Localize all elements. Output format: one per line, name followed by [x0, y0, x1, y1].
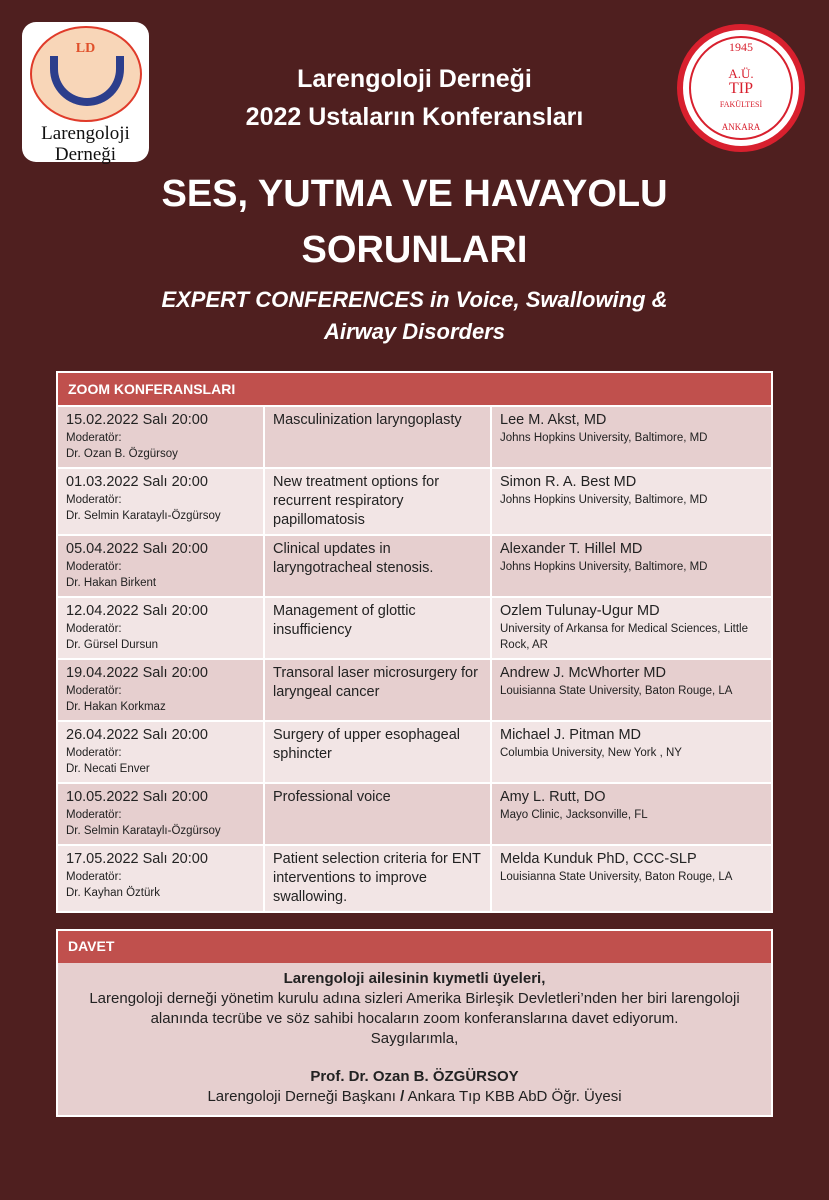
invitation-closing: Saygılarımla,	[370, 1030, 459, 1047]
moderator: Dr. Selmin Karataylı-Özgürsoy	[66, 510, 221, 522]
speaker-cell	[491, 783, 772, 845]
speaker: Michael J. Pitman MD	[500, 727, 642, 743]
table-row	[57, 597, 772, 659]
date: 15.02.2022 Salı 20:00	[66, 412, 208, 428]
date: 26.04.2022 Salı 20:00	[66, 727, 208, 743]
topic: Management of glottic insufficiency	[273, 603, 416, 638]
seal-line3: FAKÜLTESİ	[719, 100, 763, 109]
moderator-label: Moderatör:	[66, 432, 122, 444]
logo-mark: LD	[75, 41, 96, 56]
seal-year: 1945	[729, 40, 753, 54]
subtitle	[0, 284, 829, 348]
seal-line1: A.Ü.	[728, 66, 754, 81]
affiliation: University of Arkansa for Medical Sciences, Little Rock, AR	[500, 623, 748, 651]
header-line1: Larengoloji Derneği	[297, 65, 532, 93]
affiliation: Johns Hopkins University, Baltimore, MD	[500, 494, 708, 506]
main-title	[0, 166, 829, 278]
topic-cell	[264, 406, 491, 468]
seal-line4: ANKARA	[721, 122, 761, 132]
table-row	[57, 845, 772, 912]
date-cell	[57, 535, 264, 597]
signer-role-left: Larengoloji Derneği Başkanı	[207, 1088, 396, 1105]
topic: New treatment options for recurrent respiratory papillomatosis	[273, 474, 440, 528]
speaker-cell	[491, 597, 772, 659]
speaker: Melda Kunduk PhD, CCC-SLP	[500, 851, 697, 867]
speaker: Andrew J. McWhorter MD	[500, 665, 666, 681]
main-title-line1: SES, YUTMA VE HAVAYOLU	[161, 173, 668, 215]
affiliation: Johns Hopkins University, Baltimore, MD	[500, 432, 708, 444]
affiliation: Louisianna State University, Baton Rouge, LA	[500, 871, 733, 883]
subtitle-line2: Airway Disorders	[324, 319, 505, 344]
invitation-title: DAVET	[58, 931, 771, 963]
date: 17.05.2022 Salı 20:00	[66, 851, 208, 867]
moderator-label: Moderatör:	[66, 623, 122, 635]
table-row	[57, 535, 772, 597]
topic: Clinical updates in laryngotracheal stenosis.	[273, 541, 434, 576]
moderator-label: Moderatör:	[66, 561, 122, 573]
topic-cell	[264, 535, 491, 597]
topic: Surgery of upper esophageal sphincter	[273, 727, 461, 762]
invitation-box	[56, 929, 773, 1117]
moderator-label: Moderatör:	[66, 747, 122, 759]
date-cell	[57, 406, 264, 468]
date: 10.05.2022 Salı 20:00	[66, 789, 208, 805]
moderator: Dr. Gürsel Dursun	[66, 639, 159, 651]
speaker-cell	[491, 468, 772, 535]
speaker: Lee M. Akst, MD	[500, 412, 607, 428]
topic-cell	[264, 721, 491, 783]
date-cell	[57, 783, 264, 845]
topic: Professional voice	[273, 789, 391, 805]
moderator: Dr. Kayhan Öztürk	[66, 887, 160, 899]
signer-role-right: Ankara Tıp KBB AbD Öğr. Üyesi	[407, 1088, 622, 1105]
table-row	[57, 721, 772, 783]
main-title-line2: SORUNLARI	[301, 229, 528, 271]
speaker: Simon R. A. Best MD	[500, 474, 637, 490]
date: 12.04.2022 Salı 20:00	[66, 603, 208, 619]
speaker-cell	[491, 721, 772, 783]
moderator: Dr. Selmin Karataylı-Özgürsoy	[66, 825, 221, 837]
date-cell	[57, 468, 264, 535]
subtitle-line1: EXPERT CONFERENCES in Voice, Swallowing &	[161, 287, 668, 312]
speaker-cell	[491, 535, 772, 597]
affiliation: Mayo Clinic, Jacksonville, FL	[500, 809, 648, 821]
topic-cell	[264, 783, 491, 845]
topic-cell	[264, 659, 491, 721]
speaker-cell	[491, 845, 772, 912]
seal-line2: TIP	[729, 80, 753, 97]
affiliation: Louisianna State University, Baton Rouge, LA	[500, 685, 733, 697]
moderator: Dr. Hakan Birkent	[66, 577, 157, 589]
speaker-cell	[491, 406, 772, 468]
date-cell	[57, 721, 264, 783]
affiliation: Columbia University, New York , NY	[500, 747, 682, 759]
topic: Masculinization laryngoplasty	[273, 412, 462, 428]
invitation-body: Larengoloji derneği yönetim kurulu adına sizleri Amerika Birleşik Devletleri’nden her biri larengoloji alanında tecrübe ve söz sahibi hocaların zoom konferanslarına davet ediyorum.	[89, 990, 740, 1027]
topic: Patient selection criteria for ENT interventions to improve swallowing.	[273, 851, 481, 905]
speaker-cell	[491, 659, 772, 721]
signer-name: Prof. Dr. Ozan B. ÖZGÜRSOY	[310, 1068, 519, 1085]
logo-text-2: Derneği	[54, 144, 117, 165]
date-cell	[57, 845, 264, 912]
topic: Transoral laser microsurgery for laryngeal cancer	[273, 665, 478, 700]
logo-text-1: Larengoloji	[41, 123, 130, 144]
topic-cell	[264, 845, 491, 912]
affiliation: Johns Hopkins University, Baltimore, MD	[500, 561, 708, 573]
content-flow	[56, 371, 773, 1117]
table-row	[57, 406, 772, 468]
date: 19.04.2022 Salı 20:00	[66, 665, 208, 681]
moderator: Dr. Ozan B. Özgürsoy	[66, 448, 178, 460]
date: 01.03.2022 Salı 20:00	[66, 474, 208, 490]
moderator: Dr. Necati Enver	[66, 763, 150, 775]
conference-table	[56, 371, 773, 913]
table-row	[57, 468, 772, 535]
table-title: ZOOM KONFERANSLARI	[57, 372, 772, 406]
table-row	[57, 659, 772, 721]
date-cell	[57, 659, 264, 721]
speaker: Ozlem Tulunay-Ugur MD	[500, 603, 660, 619]
topic-cell	[264, 597, 491, 659]
moderator: Dr. Hakan Korkmaz	[66, 701, 166, 713]
header-line2: 2022 Ustaların Konferansları	[245, 103, 584, 131]
date: 05.04.2022 Salı 20:00	[66, 541, 208, 557]
invitation-greeting: Larengoloji ailesinin kıymetli üyeleri,	[283, 970, 546, 987]
table-row	[57, 783, 772, 845]
moderator-label: Moderatör:	[66, 685, 122, 697]
date-cell	[57, 597, 264, 659]
speaker: Amy L. Rutt, DO	[500, 789, 606, 805]
header-title	[0, 60, 829, 136]
moderator-label: Moderatör:	[66, 809, 122, 821]
moderator-label: Moderatör:	[66, 494, 122, 506]
role-separator: /	[400, 1088, 405, 1105]
topic-cell	[264, 468, 491, 535]
speaker: Alexander T. Hillel MD	[500, 541, 643, 557]
moderator-label: Moderatör:	[66, 871, 122, 883]
signer-role	[58, 1087, 771, 1107]
